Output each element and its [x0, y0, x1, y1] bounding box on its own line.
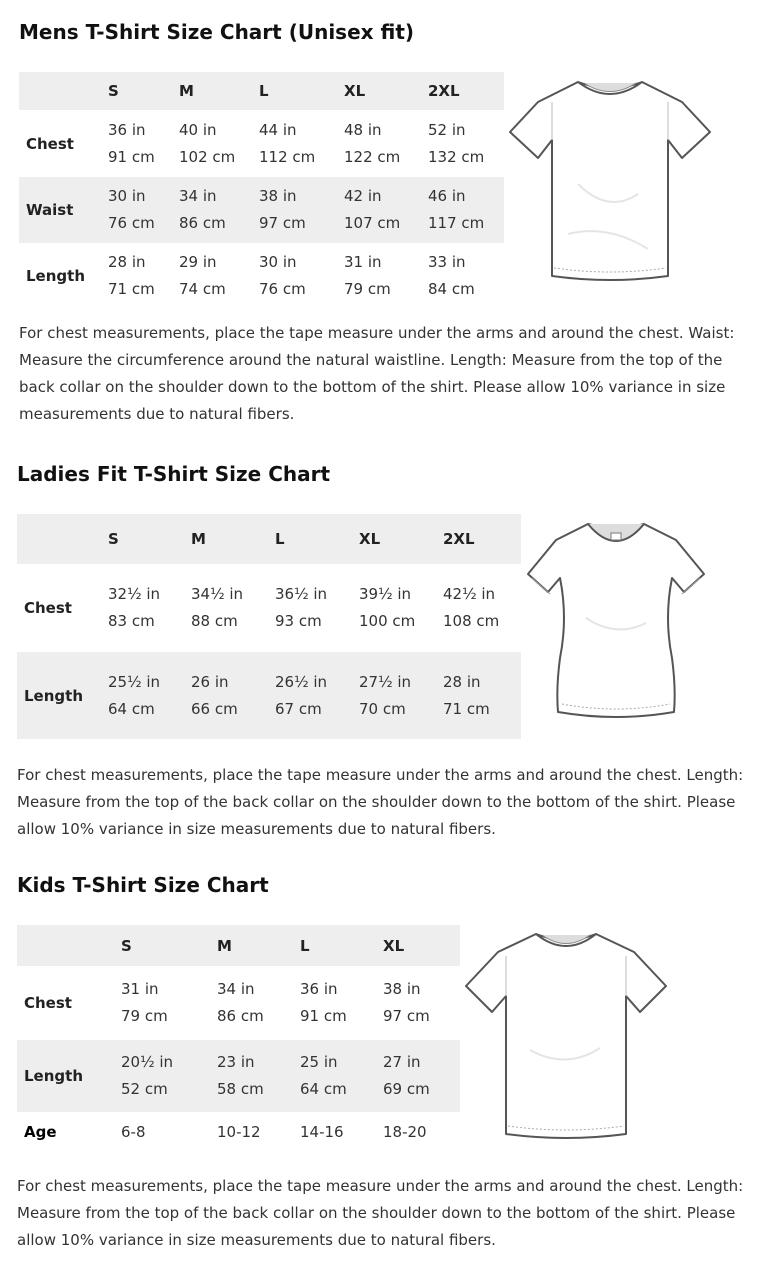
size-header-xl: XL	[359, 514, 443, 564]
kids-measurement-note: For chest measurements, place the tape measure under the arms and around the chest. Length: Measure from the top of the back collar on the shoulder down to the bottom of the shirt. Please allow 10% variance in size measurements due to natural fibers.	[17, 1177, 744, 1249]
size-header-s: S	[121, 925, 217, 966]
table-row-age	[17, 1112, 460, 1152]
table-row-length	[19, 243, 504, 309]
row-label: Chest	[24, 599, 72, 617]
size-header-xl: XL	[344, 72, 428, 110]
table-row-length	[17, 1040, 460, 1112]
table-cell: 25 in 64 cm	[300, 1040, 383, 1112]
table-header-row	[17, 514, 521, 564]
table-cell: 36½ in 93 cm	[275, 585, 328, 630]
table-cell: 23 in 58 cm	[217, 1040, 300, 1112]
table-row-waist	[19, 177, 504, 243]
table-row-chest	[19, 110, 504, 177]
table-cell: 26 in 66 cm	[191, 652, 275, 739]
ladies-measurement-note: For chest measurements, place the tape measure under the arms and around the chest. Length: Measure from the top of the back collar on the shoulder down to the bottom of the shirt. Please allow 10% variance in size measurements due to natural fibers.	[17, 766, 744, 838]
ladies-chart-title: Ladies Fit T-Shirt Size Chart	[17, 462, 331, 486]
table-cell: 32½ in 83 cm	[108, 585, 161, 630]
mens-tshirt-icon	[508, 74, 712, 288]
kids-size-table	[17, 925, 460, 1152]
table-cell: 14-16	[300, 1123, 344, 1141]
table-cell: 36 in 91 cm	[108, 120, 155, 166]
table-cell: 48 in 122 cm	[344, 120, 401, 166]
mens-size-table	[19, 72, 504, 309]
table-cell: 33 in 84 cm	[428, 253, 475, 298]
table-cell: 30 in 76 cm	[108, 177, 179, 243]
table-cell: 42½ in 108 cm	[443, 585, 500, 630]
table-cell: 10-12	[217, 1123, 261, 1141]
table-cell: 40 in 102 cm	[179, 120, 236, 166]
table-cell: 38 in 97 cm	[259, 177, 344, 243]
size-header-m: M	[179, 72, 259, 110]
row-label: Length	[17, 652, 108, 739]
table-cell: 36 in 91 cm	[300, 980, 347, 1025]
row-label: Chest	[24, 994, 72, 1012]
size-header-s: S	[108, 72, 179, 110]
table-cell: 27½ in 70 cm	[359, 652, 443, 739]
table-cell: 34½ in 88 cm	[191, 585, 244, 630]
table-cell: 31 in 79 cm	[121, 980, 168, 1025]
table-cell: 28 in 71 cm	[108, 253, 155, 298]
table-cell: 44 in 112 cm	[259, 120, 316, 166]
size-header-l: L	[259, 72, 344, 110]
table-cell: 6-8	[121, 1123, 146, 1141]
table-cell: 42 in 107 cm	[344, 177, 428, 243]
table-cell: 27 in 69 cm	[383, 1040, 460, 1112]
row-label: Length	[26, 267, 85, 285]
size-header-2xl: 2XL	[443, 514, 521, 564]
table-header-row	[19, 72, 504, 110]
size-header-m: M	[191, 514, 275, 564]
table-cell: 38 in 97 cm	[383, 980, 430, 1025]
size-header-l: L	[275, 514, 359, 564]
kids-chart-title: Kids T-Shirt Size Chart	[17, 873, 269, 897]
table-cell: 30 in 76 cm	[259, 253, 306, 298]
table-cell: 31 in 79 cm	[344, 253, 391, 298]
mens-chart-title: Mens T-Shirt Size Chart (Unisex fit)	[19, 20, 415, 44]
table-cell: 26½ in 67 cm	[275, 652, 359, 739]
table-row-length	[17, 652, 521, 739]
size-header-l: L	[300, 925, 383, 966]
size-header-2xl: 2XL	[428, 72, 504, 110]
table-cell: 20½ in 52 cm	[121, 1040, 217, 1112]
table-row-chest	[17, 966, 460, 1040]
kids-tshirt-icon	[464, 930, 668, 1142]
table-cell: 28 in 71 cm	[443, 652, 521, 739]
size-header-xl: XL	[383, 925, 460, 966]
table-cell: 46 in 117 cm	[428, 177, 504, 243]
table-cell: 29 in 74 cm	[179, 253, 226, 298]
header-empty-cell	[17, 925, 121, 966]
table-cell: 25½ in 64 cm	[108, 652, 191, 739]
ladies-tshirt-icon	[526, 518, 706, 722]
table-cell: 39½ in 100 cm	[359, 585, 416, 630]
header-empty-cell	[17, 514, 108, 564]
row-label: Length	[17, 1040, 121, 1112]
table-cell: 18-20	[383, 1123, 427, 1141]
header-empty-cell	[19, 72, 108, 110]
table-row-chest	[17, 564, 521, 652]
table-cell: 34 in 86 cm	[217, 980, 264, 1025]
size-header-m: M	[217, 925, 300, 966]
size-header-s: S	[108, 514, 191, 564]
row-label: Chest	[26, 134, 74, 153]
table-header-row	[17, 925, 460, 966]
ladies-size-table	[17, 514, 521, 739]
table-cell: 34 in 86 cm	[179, 177, 259, 243]
mens-measurement-note: For chest measurements, place the tape measure under the arms and around the chest. Waist: Measure the circumference around the natural waistline. Length: Measure from the top of the back collar on the shoulder down to the bottom of the shirt. Please allow 10% variance in size measurements due to natural fibers.	[19, 324, 735, 423]
table-cell: 52 in 132 cm	[428, 120, 485, 166]
row-label: Waist	[19, 177, 108, 243]
row-label: Age	[24, 1123, 57, 1141]
